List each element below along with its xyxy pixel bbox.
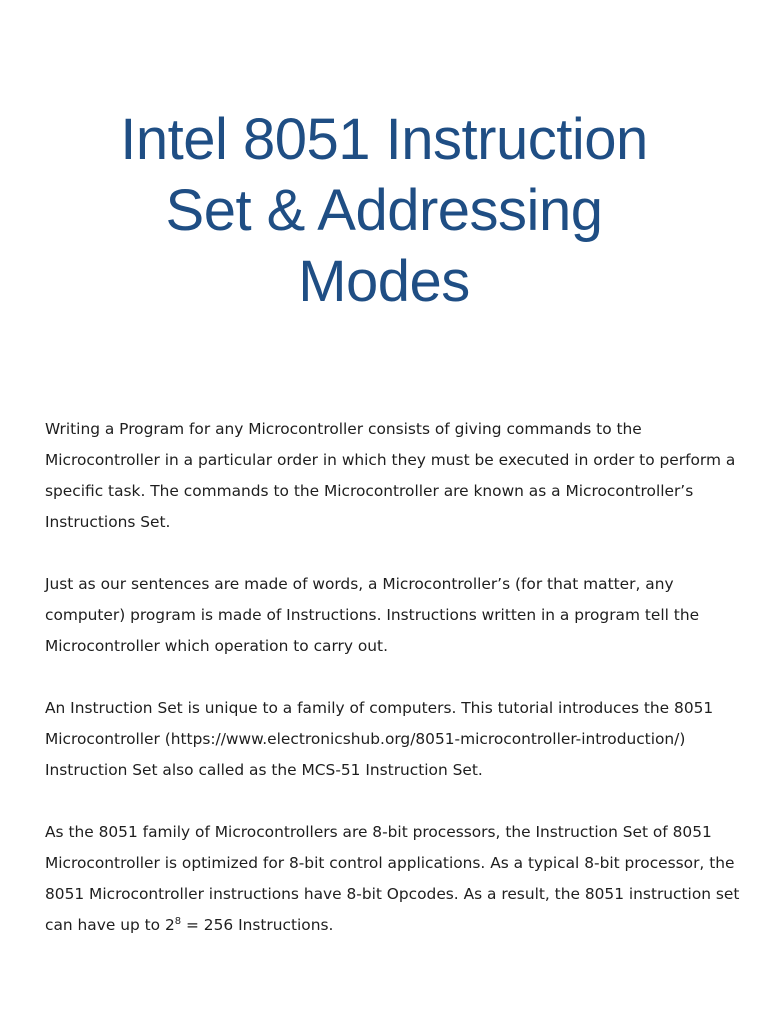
title-line: Modes: [298, 249, 470, 314]
text-line: As the 8051 family of Microcontrollers are 8-bit processors, the Instruction Set of 8051: [45, 823, 712, 841]
text-line: specific task. The commands to the Microcontroller are known as a Microcontroller’s: [45, 482, 694, 500]
paragraph-instruction-set: [45, 693, 735, 786]
paragraph-intro: [45, 414, 735, 538]
exponent: 8: [174, 915, 182, 927]
text-fragment: can have up to 2: [45, 916, 175, 934]
text-fragment: = 256 Instructions.: [181, 916, 334, 934]
paragraph-instructions: [45, 569, 735, 662]
text-line: Microcontroller in a particular order in which they must be executed in order to perform a: [45, 451, 736, 469]
text-line: Instruction Set also called as the MCS-51 Instruction Set.: [45, 761, 483, 779]
text-line-with-exponent: [45, 910, 735, 941]
text-line: Microcontroller is optimized for 8-bit control applications. As a typical 8-bit processor, the: [45, 854, 735, 872]
text-line: Microcontroller which operation to carry out.: [45, 637, 388, 655]
text-line: computer) program is made of Instructions. Instructions written in a program tell the: [45, 606, 700, 624]
title-line: Intel 8051 Instruction: [120, 107, 648, 172]
text-line: Instructions Set.: [45, 513, 171, 531]
title-line: Set & Addressing: [165, 178, 603, 243]
text-line: Writing a Program for any Microcontroller consists of giving commands to the: [45, 420, 642, 438]
text-line: Microcontroller (https://www.electronicshub.org/8051-microcontroller-introduction/): [45, 730, 686, 748]
text-line: 8051 Microcontroller instructions have 8-bit Opcodes. As a result, the 8051 instruction set: [45, 885, 740, 903]
article-body: [45, 414, 740, 972]
text-line: An Instruction Set is unique to a family of computers. This tutorial introduces the 8051: [45, 699, 714, 717]
text-line: Just as our sentences are made of words, a Microcontroller’s (for that matter, any: [45, 575, 674, 593]
paragraph-8bit: [45, 817, 740, 941]
page-title: [60, 104, 708, 317]
